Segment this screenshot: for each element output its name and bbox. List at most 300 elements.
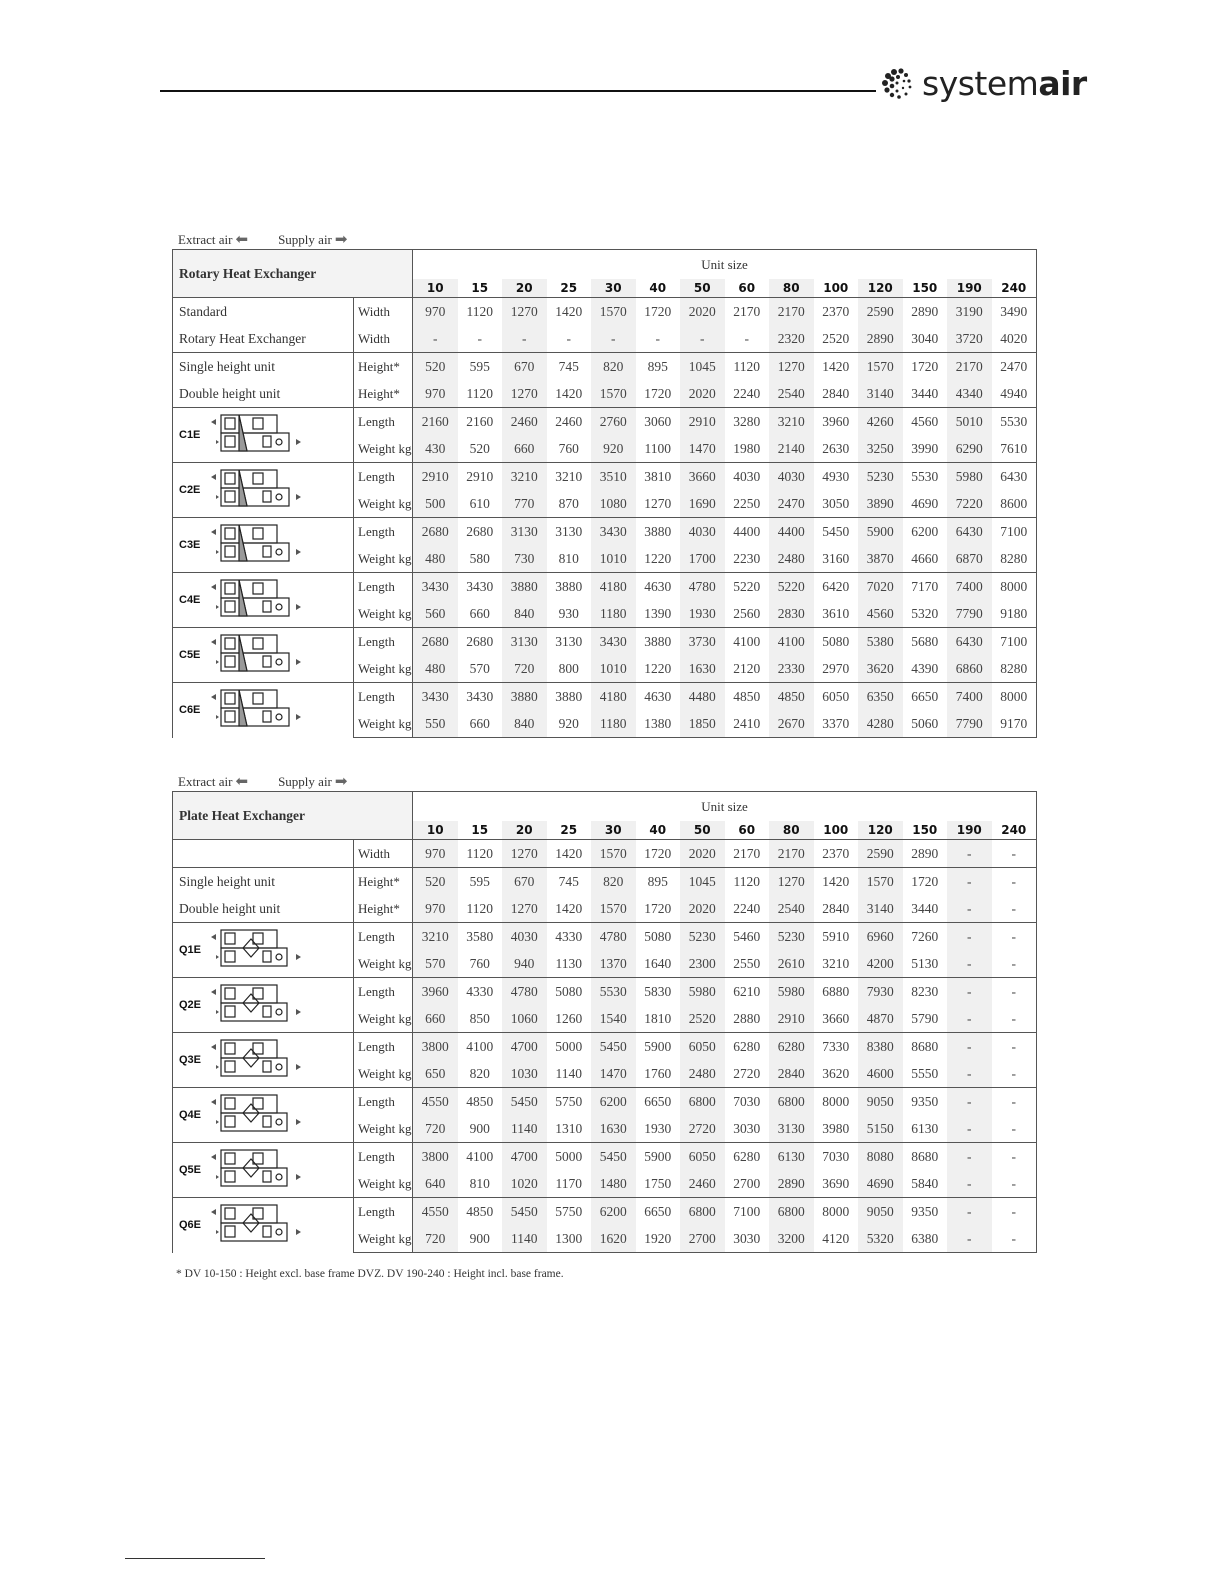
value-cell: - (992, 1088, 1037, 1116)
value-cell: - (947, 840, 992, 868)
value-cell: 920 (591, 435, 636, 463)
value-cell: 4630 (636, 683, 681, 711)
value-cell: 6280 (725, 1143, 770, 1171)
value-cell: 3040 (903, 325, 948, 353)
value-cell: 3960 (814, 408, 859, 436)
unit-layout-diagram-icon (207, 1092, 307, 1138)
value-cell: 820 (458, 1060, 503, 1088)
model-c5e (179, 632, 353, 678)
unit-size-190: 190 (947, 279, 992, 298)
row-parameter: Length (354, 628, 413, 656)
value-cell: - (947, 923, 992, 951)
row-parameter: Length (354, 1143, 413, 1171)
table-row (173, 923, 1037, 951)
value-cell: - (947, 1225, 992, 1253)
value-cell: 7020 (858, 573, 903, 601)
unit-size-25: 25 (560, 281, 578, 295)
value-cell: 2520 (814, 325, 859, 353)
value-cell: - (947, 1060, 992, 1088)
logo-text: systemair (922, 64, 1087, 103)
value-cell: 3490 (992, 298, 1037, 326)
value-cell: - (992, 1225, 1037, 1253)
value-cell: 4700 (502, 1143, 547, 1171)
model-name: Q4E (179, 1109, 202, 1121)
value-cell: 1310 (547, 1115, 592, 1143)
value-cell: 580 (458, 545, 503, 573)
row-parameter: Length (354, 408, 413, 436)
value-cell: 3880 (547, 573, 592, 601)
value-cell: - (591, 325, 636, 353)
value-cell: 3200 (769, 1225, 814, 1253)
value-cell: 2170 (769, 840, 814, 868)
value-cell: 1260 (547, 1005, 592, 1033)
value-cell: 480 (413, 655, 458, 683)
value-cell: 1470 (591, 1060, 636, 1088)
value-cell: 4400 (769, 518, 814, 546)
value-cell: 745 (547, 353, 592, 381)
value-cell: 9050 (858, 1198, 903, 1226)
value-cell: 2830 (769, 600, 814, 628)
model-name: Q6E (179, 1219, 202, 1232)
value-cell: - (992, 950, 1037, 978)
value-cell: 5790 (903, 1005, 948, 1033)
value-cell: 3660 (814, 1005, 859, 1033)
value-cell: 2460 (502, 408, 547, 436)
value-cell: 5060 (903, 710, 948, 738)
value-cell: 930 (547, 600, 592, 628)
value-cell: 1270 (502, 380, 547, 408)
value-cell: 5220 (725, 573, 770, 601)
value-cell: 4390 (903, 655, 948, 683)
unit-layout-diagram-icon (207, 467, 307, 513)
value-cell: 6050 (680, 1143, 725, 1171)
row-parameter: Width (354, 298, 413, 326)
value-cell: 4850 (458, 1198, 503, 1226)
value-cell: 6350 (858, 683, 903, 711)
value-cell: 720 (413, 1225, 458, 1253)
value-cell: 2540 (769, 380, 814, 408)
value-cell: 900 (458, 1225, 503, 1253)
value-cell: 7220 (947, 490, 992, 518)
value-cell: 1720 (636, 380, 681, 408)
unit-layout-diagram-icon (207, 982, 307, 1028)
value-cell: 6280 (769, 1033, 814, 1061)
value-cell: 720 (502, 655, 547, 683)
value-cell: 1760 (636, 1060, 681, 1088)
row-parameter: Weight kg (354, 1005, 413, 1033)
unit-size-40: 40 (649, 823, 667, 837)
value-cell: 7610 (992, 435, 1037, 463)
value-cell: 4780 (502, 978, 547, 1006)
row-label: Rotary Heat Exchanger (173, 325, 354, 353)
value-cell: 4100 (458, 1143, 503, 1171)
header-row (173, 250, 1037, 280)
row-label (173, 840, 354, 868)
model-cell (173, 573, 354, 628)
value-cell: 1630 (680, 655, 725, 683)
value-cell: 2120 (725, 655, 770, 683)
value-cell: 2470 (769, 490, 814, 518)
model-q1e (179, 927, 353, 973)
table-row (173, 683, 1037, 711)
value-cell: 595 (458, 353, 503, 381)
model-c1e (179, 412, 353, 458)
value-cell: - (947, 1088, 992, 1116)
model-q3e (179, 1037, 353, 1083)
value-cell: 1570 (591, 298, 636, 326)
value-cell: 870 (547, 490, 592, 518)
unit-size-240: 240 (992, 279, 1037, 298)
systemair-logo (880, 64, 1087, 103)
value-cell: - (992, 840, 1037, 868)
value-cell: - (947, 1115, 992, 1143)
unit-layout-diagram-icon (207, 1147, 307, 1193)
value-cell: - (992, 978, 1037, 1006)
value-cell: - (992, 1170, 1037, 1198)
value-cell: 2160 (458, 408, 503, 436)
value-cell: 2720 (680, 1115, 725, 1143)
model-name: C5E (179, 649, 201, 661)
value-cell: 7400 (947, 573, 992, 601)
value-cell: 720 (413, 1115, 458, 1143)
value-cell: 810 (547, 545, 592, 573)
value-cell: - (947, 895, 992, 923)
table-row (173, 573, 1037, 601)
value-cell: 9350 (903, 1088, 948, 1116)
value-cell: - (992, 1033, 1037, 1061)
value-cell: 4180 (591, 573, 636, 601)
value-cell: 4100 (458, 1033, 503, 1061)
row-parameter: Weight kg (354, 1170, 413, 1198)
value-cell: 8380 (858, 1033, 903, 1061)
unit-size-80: 80 (769, 821, 814, 840)
unit-size-50: 50 (680, 279, 725, 298)
table-row (173, 1198, 1037, 1226)
value-cell: 595 (458, 868, 503, 896)
value-cell: 1270 (769, 353, 814, 381)
value-cell: 7790 (947, 600, 992, 628)
value-cell: 2880 (725, 1005, 770, 1033)
value-cell: 8600 (992, 490, 1037, 518)
value-cell: 6800 (680, 1088, 725, 1116)
value-cell: 8230 (903, 978, 948, 1006)
row-parameter: Weight kg (354, 490, 413, 518)
plate-heat-exchanger-table (172, 791, 1037, 1253)
value-cell: 4930 (814, 463, 859, 491)
value-cell: 1120 (458, 840, 503, 868)
value-cell: 6960 (858, 923, 903, 951)
unit-size-25: 25 (560, 823, 578, 837)
value-cell: - (947, 1170, 992, 1198)
value-cell: 1030 (502, 1060, 547, 1088)
value-cell: 1690 (680, 490, 725, 518)
header-row (173, 792, 1037, 822)
value-cell: 760 (547, 435, 592, 463)
value-cell: 2370 (814, 298, 859, 326)
value-cell: 1060 (502, 1005, 547, 1033)
value-cell: - (947, 978, 992, 1006)
unit-layout-diagram-icon (207, 632, 307, 678)
value-cell: 3280 (725, 408, 770, 436)
row-label: Single height unit (173, 868, 354, 896)
value-cell: 6800 (769, 1198, 814, 1226)
value-cell: 3890 (858, 490, 903, 518)
value-cell: 4200 (858, 950, 903, 978)
value-cell: 5750 (547, 1198, 592, 1226)
value-cell: 8000 (814, 1088, 859, 1116)
value-cell: 430 (413, 435, 458, 463)
unit-size-150: 150 (912, 823, 938, 837)
value-cell: 4560 (858, 600, 903, 628)
value-cell: 5450 (502, 1198, 547, 1226)
value-cell: 7260 (903, 923, 948, 951)
value-cell: 4180 (591, 683, 636, 711)
value-cell: 6200 (591, 1088, 636, 1116)
value-cell: 5080 (636, 923, 681, 951)
value-cell: 8000 (814, 1198, 859, 1226)
table-row (173, 628, 1037, 656)
value-cell: 850 (458, 1005, 503, 1033)
value-cell: 6650 (903, 683, 948, 711)
value-cell: 3130 (547, 628, 592, 656)
value-cell: 2670 (769, 710, 814, 738)
value-cell: 6430 (947, 518, 992, 546)
header-rule (160, 90, 876, 92)
table-row (173, 408, 1037, 436)
row-parameter: Length (354, 518, 413, 546)
value-cell: 5910 (814, 923, 859, 951)
value-cell: 4550 (413, 1198, 458, 1226)
value-cell: 3810 (636, 463, 681, 491)
value-cell: - (992, 1005, 1037, 1033)
value-cell: 5450 (502, 1088, 547, 1116)
value-cell: 1480 (591, 1170, 636, 1198)
value-cell: 2480 (680, 1060, 725, 1088)
value-cell: 4260 (858, 408, 903, 436)
value-cell: 2300 (680, 950, 725, 978)
value-cell: 3980 (814, 1115, 859, 1143)
table-row (173, 353, 1037, 381)
value-cell: 7170 (903, 573, 948, 601)
value-cell: 2460 (680, 1170, 725, 1198)
value-cell: 2890 (903, 298, 948, 326)
value-cell: 760 (458, 950, 503, 978)
value-cell: 2910 (769, 1005, 814, 1033)
value-cell: 1920 (636, 1225, 681, 1253)
value-cell: 7930 (858, 978, 903, 1006)
value-cell: 1570 (591, 895, 636, 923)
row-parameter: Length (354, 463, 413, 491)
row-parameter: Length (354, 1033, 413, 1061)
unit-size-30: 30 (591, 279, 636, 298)
value-cell: 3160 (814, 545, 859, 573)
value-cell: 1080 (591, 490, 636, 518)
value-cell: 4700 (502, 1033, 547, 1061)
value-cell: 2680 (413, 628, 458, 656)
value-cell: 610 (458, 490, 503, 518)
value-cell: 3870 (858, 545, 903, 573)
arrow-left-icon: ⬅ (235, 232, 249, 248)
value-cell: 500 (413, 490, 458, 518)
value-cell: 2370 (814, 840, 859, 868)
value-cell: 5130 (903, 950, 948, 978)
value-cell: 4690 (858, 1170, 903, 1198)
unit-size-240: 240 (992, 821, 1037, 840)
value-cell: 2480 (769, 545, 814, 573)
model-name: Q3E (179, 1054, 202, 1066)
value-cell: 4030 (680, 518, 725, 546)
value-cell: 9170 (992, 710, 1037, 738)
table-row (173, 298, 1037, 326)
value-cell: 3690 (814, 1170, 859, 1198)
value-cell: 1130 (547, 950, 592, 978)
model-c3e (179, 522, 353, 568)
value-cell: 6430 (992, 463, 1037, 491)
value-cell: 2170 (769, 298, 814, 326)
value-cell: 5750 (547, 1088, 592, 1116)
value-cell: 3620 (858, 655, 903, 683)
value-cell: 3440 (903, 895, 948, 923)
value-cell: 7100 (725, 1198, 770, 1226)
value-cell: 6280 (725, 1033, 770, 1061)
value-cell: 3610 (814, 600, 859, 628)
value-cell: 2160 (413, 408, 458, 436)
value-cell: 670 (502, 868, 547, 896)
value-cell: 5080 (547, 978, 592, 1006)
value-cell: 3430 (413, 573, 458, 601)
model-name: C4E (179, 594, 201, 606)
value-cell: 4780 (680, 573, 725, 601)
table-row (173, 518, 1037, 546)
row-parameter: Length (354, 923, 413, 951)
value-cell: 3210 (814, 950, 859, 978)
value-cell: 2910 (680, 408, 725, 436)
model-name: Q1E (179, 944, 202, 956)
supply-air-label: Supply air ➡ (278, 774, 348, 790)
value-cell: 3430 (591, 518, 636, 546)
value-cell: 5980 (680, 978, 725, 1006)
unit-size-80: 80 (769, 279, 814, 298)
table-row (173, 840, 1037, 868)
value-cell: 1370 (591, 950, 636, 978)
value-cell: 800 (547, 655, 592, 683)
value-cell: 6870 (947, 545, 992, 573)
value-cell: 1720 (636, 298, 681, 326)
value-cell: 4330 (458, 978, 503, 1006)
value-cell: 840 (502, 600, 547, 628)
model-cell (173, 463, 354, 518)
value-cell: 1420 (814, 868, 859, 896)
value-cell: 3580 (458, 923, 503, 951)
unit-size-100: 100 (823, 823, 849, 837)
model-cell (173, 978, 354, 1033)
value-cell: 1270 (502, 840, 547, 868)
unit-size-60: 60 (738, 823, 756, 837)
value-cell: - (636, 325, 681, 353)
value-cell: 9180 (992, 600, 1037, 628)
row-parameter: Weight kg (354, 950, 413, 978)
value-cell: 3730 (680, 628, 725, 656)
unit-layout-diagram-icon (207, 1037, 307, 1083)
unit-size-40: 40 (649, 281, 667, 295)
value-cell: 6200 (591, 1198, 636, 1226)
footnote: * DV 10-150 : Height excl. base frame DVZ. DV 190-240 : Height incl. base frame. (176, 1268, 564, 1280)
value-cell: 8680 (903, 1033, 948, 1061)
value-cell: - (947, 868, 992, 896)
value-cell: 2890 (858, 325, 903, 353)
value-cell: 4660 (903, 545, 948, 573)
value-cell: 4560 (903, 408, 948, 436)
arrow-left-icon: ⬅ (235, 774, 249, 790)
unit-layout-diagram-icon (207, 522, 307, 568)
model-c2e (179, 467, 353, 513)
model-q2e (179, 982, 353, 1028)
value-cell: 2720 (725, 1060, 770, 1088)
value-cell: 900 (458, 1115, 503, 1143)
value-cell: 520 (413, 868, 458, 896)
row-parameter: Weight kg (354, 1060, 413, 1088)
value-cell: 6420 (814, 573, 859, 601)
value-cell: 1640 (636, 950, 681, 978)
value-cell: 8000 (992, 683, 1037, 711)
value-cell: 3620 (814, 1060, 859, 1088)
table-row (173, 868, 1037, 896)
value-cell: 2680 (458, 518, 503, 546)
model-c4e (179, 577, 353, 623)
value-cell: 5000 (547, 1033, 592, 1061)
value-cell: 3510 (591, 463, 636, 491)
value-cell: 1140 (502, 1115, 547, 1143)
value-cell: 2840 (769, 1060, 814, 1088)
value-cell: 1120 (458, 380, 503, 408)
value-cell: 2630 (814, 435, 859, 463)
value-cell: 895 (636, 868, 681, 896)
value-cell: 2700 (725, 1170, 770, 1198)
value-cell: 1720 (903, 353, 948, 381)
value-cell: 1270 (502, 895, 547, 923)
value-cell: 1570 (858, 868, 903, 896)
value-cell: - (992, 868, 1037, 896)
value-cell: 5230 (680, 923, 725, 951)
value-cell: 6430 (947, 628, 992, 656)
value-cell: 4690 (903, 490, 948, 518)
table-row (173, 978, 1037, 1006)
value-cell: 7790 (947, 710, 992, 738)
value-cell: - (725, 325, 770, 353)
model-name: Q2E (179, 999, 202, 1011)
value-cell: 2840 (814, 895, 859, 923)
value-cell: 970 (413, 380, 458, 408)
value-cell: 5980 (769, 978, 814, 1006)
row-parameter: Height* (354, 380, 413, 408)
value-cell: - (413, 325, 458, 353)
value-cell: 520 (458, 435, 503, 463)
value-cell: 1045 (680, 353, 725, 381)
value-cell: 660 (413, 1005, 458, 1033)
unit-layout-diagram-icon (207, 577, 307, 623)
value-cell: 6050 (680, 1033, 725, 1061)
value-cell: 4100 (769, 628, 814, 656)
row-parameter: Weight kg (354, 655, 413, 683)
model-cell (173, 923, 354, 978)
value-cell: 1180 (591, 600, 636, 628)
value-cell: 2330 (769, 655, 814, 683)
value-cell: 970 (413, 895, 458, 923)
value-cell: - (947, 1198, 992, 1226)
value-cell: - (502, 325, 547, 353)
value-cell: 2890 (903, 840, 948, 868)
value-cell: 820 (591, 868, 636, 896)
